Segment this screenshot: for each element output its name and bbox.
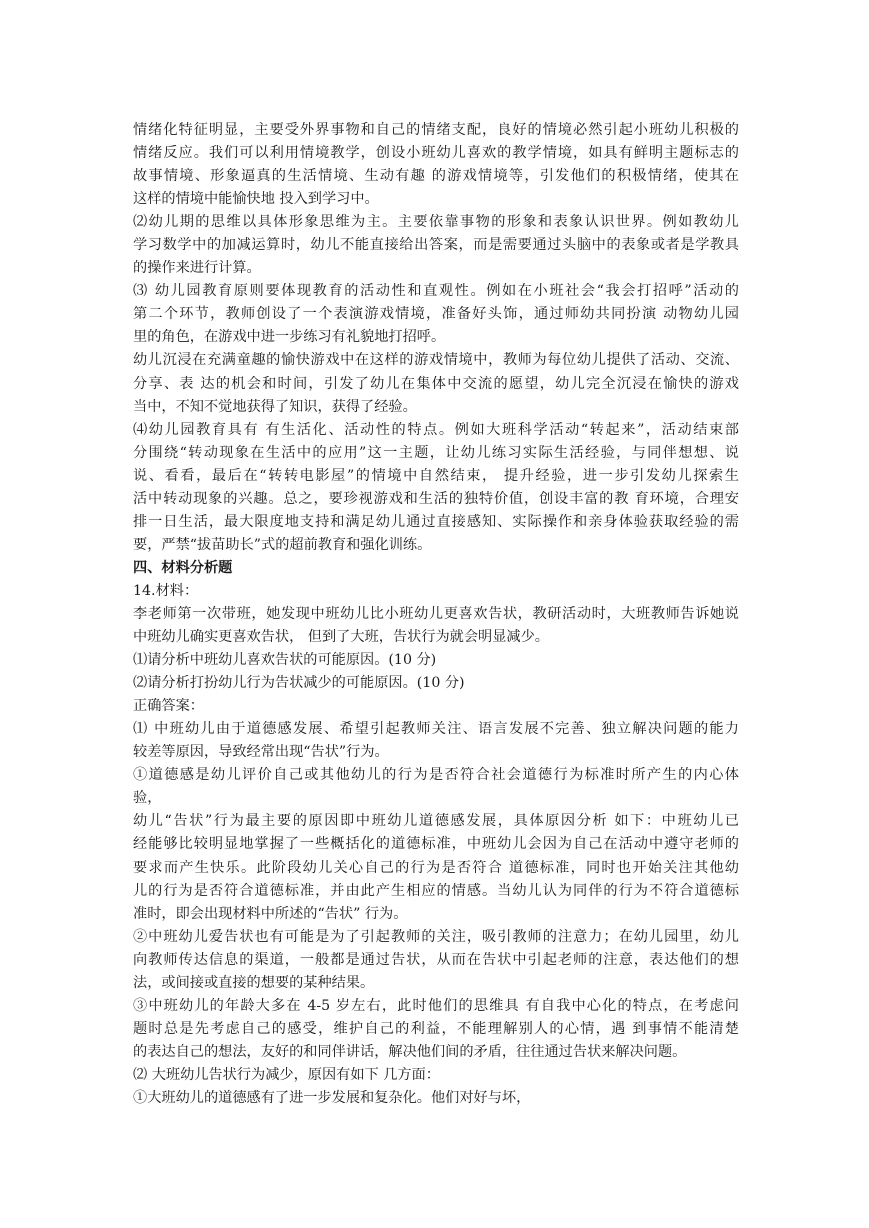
text-line: ⑵幼儿期的思维以具体形象思维为主。主要依靠事物的形象和表象认识世界。例如教幼儿 (133, 214, 739, 231)
document-page (133, 119, 739, 1110)
text-line: 的操作来进行计算。 (133, 260, 261, 277)
text-line: 情绪化特征明显，主要受外界事物和自己的情绪支配，良好的情境必然引起小班幼儿积极的 (133, 122, 739, 138)
text-line: ③中班幼儿的年龄大多在 4-5 岁左右，此时他们的思维具 有自我中心化的特点，在考虑问 (133, 997, 739, 1014)
text-line: 向教师传达信息的渠道，一般都是通过告状，从而在告状中引起老师的注意，表达他们的想 (133, 951, 739, 968)
text-line: 故事情境、形象逼真的生活情境、生动有趣 的游戏情境等，引发他们的积极情绪，使其在 (133, 168, 739, 185)
text-line: 这样的情境中能愉快地 投入到学习中。 (133, 191, 379, 208)
text-line: 14.材料： (133, 582, 199, 599)
text-line: 幼儿沉浸在充满童趣的愉快游戏中在这样的游戏情境中，教师为每位幼儿提供了活动、交流、 (133, 352, 739, 369)
text-line: 经能够比较明显地掌握了一些概括化的道德标准，中班幼儿会因为自己在活动中遵守老师的 (133, 836, 739, 853)
text-line: 李老师第一次带班，她发现中班幼儿比小班幼儿更喜欢告状，教研活动时，大班教师告诉她说 (133, 605, 739, 622)
text-line: ①大班幼儿的道德感有了进一步发展和复杂化。他们对好与坏， (133, 1089, 531, 1106)
text-line: 正确答案： (133, 698, 204, 715)
text-line: ⑴请分析中班幼儿喜欢告状的可能原因。(10 分) (133, 652, 437, 669)
text-line: 法，或间接或直接的想要的某种结果。 (133, 974, 375, 991)
text-line: 分围绕“转动现象在生活中的应用”这一主题，让幼儿练习实际生活经验，与同伴想想、说 (133, 444, 739, 461)
text-line: 的表达自己的想法，友好的和同伴讲话，解决他们间的矛盾，往往通过告状来解决问题。 (133, 1043, 687, 1060)
text-line: 里的角色，在游戏中进一步练习有礼貌地打招呼。 (133, 329, 446, 346)
text-line: 准时，即会出现材料中所述的“告状” 行为。 (133, 905, 408, 922)
text-line: ①道德感是幼儿评价自己或其他幼儿的行为是否符合社会道德行为标准时所产生的内心体 (133, 767, 739, 784)
text-line: 题时总是先考虑自己的感受，维护自己的利益，不能理解别人的心情，遇 到事情不能清楚 (133, 1020, 739, 1037)
text-line: 情绪反应。我们可以利用情境教学，创设小班幼儿喜欢的教学情境，如具有鲜明主题标志的 (133, 145, 739, 162)
text-line: 要，严禁“拔苗助长”式的超前教育和强化训练。 (133, 536, 432, 553)
text-line: 中班幼儿确实更喜欢告状， 但到了大班，告状行为就会明显减少。 (133, 629, 549, 646)
text-line: ⑶ 幼儿园教育原则要体现教育的活动性和直观性。例如在小班社会“我会打招呼”活动的 (133, 283, 739, 300)
text-line: ⑵ 大班幼儿告状行为减少，原因有如下 几方面： (133, 1066, 440, 1083)
text-line: ②中班幼儿爱告状也有可能是为了引起教师的关注，吸引教师的注意力；在幼儿园里，幼儿 (133, 928, 739, 945)
text-line: 要求而产生快乐。此阶段幼儿关心自己的行为是否符合 道德标准，同时也开始关注其他幼 (133, 859, 739, 876)
text-line: 第二个环节，教师创设了一个表演游戏情境，准备好头饰，通过师幼共同扮演 动物幼儿园 (133, 306, 739, 323)
text-line: ⑵请分析打扮幼儿行为告状减少的可能原因。(10 分) (133, 675, 465, 692)
text-line: 幼儿“告状”行为最主要的原因即中班幼儿道德感发展，具体原因分析 如下：中班幼儿已 (133, 813, 739, 830)
text-line: 活中转动现象的兴趣。总之，要珍视游戏和生活的独特价值，创设丰富的教 育环境，合理安 (133, 490, 739, 507)
text-line: 学习数学中的加减运算时，幼儿不能直接给出答案，而是需要通过头脑中的表象或者是学教具 (133, 237, 739, 254)
text-line: 儿的行为是否符合道德标准，并由此产生相应的情感。当幼儿认为同伴的行为不符合道德标 (133, 882, 739, 899)
text-line: 分享、表 达的机会和时间，引发了幼儿在集体中交流的愿望，幼儿完全沉浸在愉快的游戏 (133, 375, 739, 392)
text-line: 验， (133, 790, 162, 807)
text-line: 较差等原因，导致经常出现“告状”行为。 (133, 744, 389, 761)
text-line: 说、看看，最后在“转转电影屋”的情境中自然结束， 提升经验，进一步引发幼儿探索生 (133, 467, 739, 484)
section-heading: 四、材料分析题 (133, 559, 233, 576)
text-line: ⑷幼儿园教育具有 有生活化、活动性的特点。例如大班科学活动“转起来”，活动结束部 (133, 421, 739, 438)
text-line: 排一日生活，最大限度地支持和满足幼儿通过直接感知、实际操作和亲身体验获取经验的需 (133, 513, 739, 530)
text-line: ⑴ 中班幼儿由于道德感发展、希望引起教师关注、语言发展不完善、独立解决问题的能力 (133, 721, 739, 738)
text-line: 当中，不知不觉地获得了知识，获得了经验。 (133, 398, 417, 415)
